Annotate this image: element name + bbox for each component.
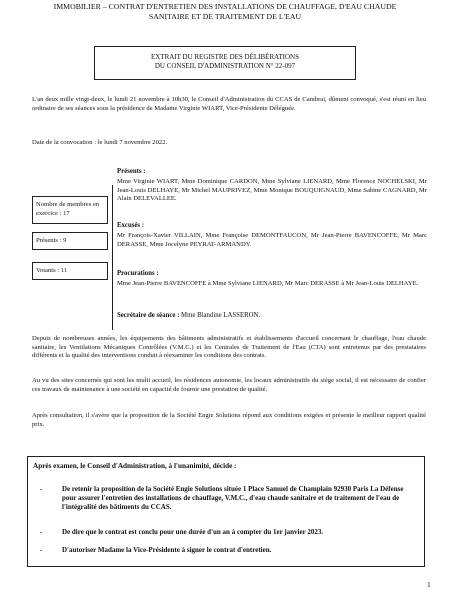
decision-item-1: De retenir la proposition de la Société Engie Solutions située 1 Place Samuel de Champlain 92930 Paris La Défense pour assurer l'entretien des installations de chauffage, V.M.C., d'eau chaude sanitaire et de traitement de l'eau de l'intégralité des bâtiments du CCAS. xyxy=(62,485,404,512)
extract-box xyxy=(94,46,356,80)
extract-line-2: DU CONSEIL D'ADMINISTRATION N° 22-097 xyxy=(154,62,296,71)
decision-item-3: D'autoriser Madame la Vice-Présidente à signer le contrat d'entretien. xyxy=(62,546,272,554)
presents-heading: Présents : xyxy=(117,168,146,175)
secretary-line xyxy=(117,312,260,321)
members-count-box: Nombre de membres en exercice : 17 xyxy=(32,196,108,224)
decision-bullet-2: - xyxy=(40,528,43,536)
extract-line-1: EXTRAIT DU REGISTRE DES DÉLIBÉRATIONS xyxy=(150,53,300,61)
decision-item-2: De dire que le contrat est conclu pour une durée d'un an à compter du 1er janvier 2023. xyxy=(62,528,324,536)
intro-paragraph: L'an deux mille vingt-deux, le lundi 21 novembre à 10h30, le Conseil d'Administration du CCAS de Cambrai, dûment convoqué, s'est réuni en lieu ordinaire de ses séances sous la présidence de Madame Virginie WIART, Vice-Présidente Déléguée. xyxy=(32,96,426,112)
present-count-box: Présents : 9 xyxy=(32,232,108,250)
page-number: 1 xyxy=(427,580,431,589)
decision-title: Après examen, le Conseil d'Administration, à l'unanimité, décide : xyxy=(33,462,237,470)
body-paragraph-1: Depuis de nombreuses années, les équipements des bâtiments administratifs et établissements d'accueil concernant le chauffage, l'eau chaude sanitaire, les Ventilations Mécaniques Contrôlées (V.M.C.) et les Centrales de Traitement de l'Eau (CTA) sont entretenus par des prestataires différents et la qualité des interventions conduit à réexaminer les conditions des contrats. xyxy=(32,335,426,360)
title-line-2: SANITAIRE ET DE TRAITEMENT DE L'EAU xyxy=(148,11,302,21)
title-line-1: IMMOBILIER – CONTRAT D'ENTRETIEN DES INSTALLATIONS DE CHAUFFAGE, D'EAU CHAUDE xyxy=(53,2,397,11)
procurations-list: Mme Jean-Pierre BAVENCOFFE à Mme Sylviane LIENARD, Mr Marc DERASSE à Mr Jean-Louis DELHAYE. xyxy=(117,280,419,287)
body-paragraph-2: Au vu des sites concernés qui sont les multi accueil, les résidences autonomie, les locaux administratifs du siège social, il est nécessaire de confier ces travaux de maintenance à une société en capacité de fournir une prestation de qualité. xyxy=(32,377,426,393)
decision-bullet-3: - xyxy=(40,546,43,554)
presents-list: Mme Virginie WIART, Mme Dominique CARDON, Mme Sylviane LIENARD, Mme Florence NOCHELSKI, Mr Jean-Louis DELHAYE, Mr Michel MAUPRIVEZ, Mme Monique BOUQUIGNAUD, Mme Sabine CAGNARD, Mr Alain DELEVALLEE. xyxy=(117,178,427,203)
body-paragraph-3: Après consultation, il s'avère que la proposition de la Société Engie Solutions répond aux conditions exigées et présente le meilleur rapport qualité prix. xyxy=(32,412,426,428)
excuses-heading: Excusés : xyxy=(117,222,144,229)
procurations-heading: Procurations : xyxy=(117,270,159,277)
document-title xyxy=(20,2,430,21)
secretary-name: Mme Blandine LASSERON. xyxy=(181,312,261,319)
decision-bullet-1: - xyxy=(40,485,43,493)
voters-count-box: Votants : 11 xyxy=(32,262,108,280)
secretary-heading: Secrétaire de séance : xyxy=(117,312,180,319)
excuses-list: Mr François-Xavier VILLAIN, Mme Françoise DEMONTFAUCON, Mr Jean-Pierre BAVENCOFFE, Mr Marc DERASSE, Mme Jocelyne PEYRAT-ARMANDY. xyxy=(117,232,427,248)
convocation-date: Date de la convocation : le lundi 7 novembre 2022. xyxy=(32,139,168,146)
